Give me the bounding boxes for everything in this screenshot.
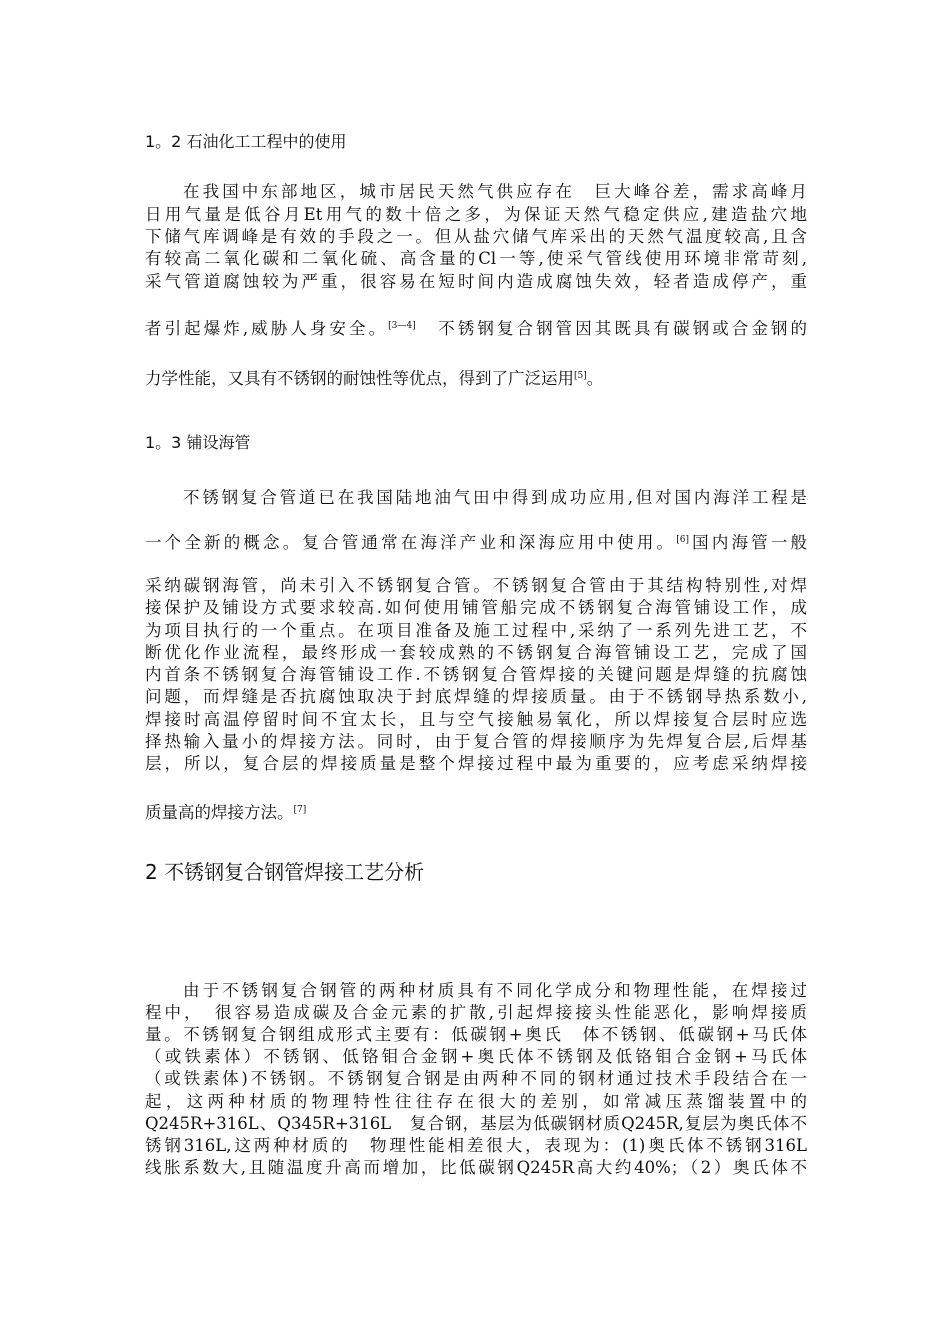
- paragraph-line: 程中， 很容易造成碳及合金元素的扩散,引起焊接接头性能恶化，影响焊接质: [145, 1003, 807, 1022]
- paragraph-line: 接保护及铺设方式要求较高.如何使用铺管船完成不锈钢复合海管铺设工作，成: [145, 598, 807, 617]
- paragraph-line: 采气管道腐蚀较为严重，很容易在短时间内造成腐蚀失效，轻者造成停产，重: [145, 272, 807, 291]
- paragraph-line: 有较高二氧化碳和二氧化硫、高含量的Cl一等,使采气管线使用环境非常苛刻,: [145, 249, 807, 268]
- paragraph-line: [145, 319, 807, 339]
- paragraph-line: （或铁素体）不锈钢、低铬钼合金钢+奥氏体不锈钢及低铬钼合金钢+马氏体: [145, 1047, 807, 1066]
- paragraph-line: [145, 533, 807, 553]
- section-heading-1-2: 1。2 石油化工工程中的使用: [145, 132, 347, 151]
- paragraph-line: 由于不锈钢复合钢管的两种材质具有不同化学成分和物理性能，在焊接过: [183, 981, 807, 1000]
- paragraph-line: 择热输入量小的焊接方法。同时，由于复合管的焊接顺序为先焊复合层,后焊基: [145, 732, 807, 751]
- paragraph-line: 为项目执行的一个重点。在项目准备及施工过程中,采纳了一系列先进工艺，不: [145, 621, 807, 640]
- paragraph-line: 内首条不锈钢复合海管铺设工作.不锈钢复合管焊接的关键问题是焊缝的抗腐蚀: [145, 665, 807, 684]
- paragraph-line: 下储气库调峰是有效的手段之一。但从盐穴储气库采出的天然气温度较高,且含: [145, 227, 807, 246]
- paragraph-line: 焊接时高温停留时间不宜太长，且与空气接触易氧化，所以焊接复合层时应选: [145, 710, 807, 729]
- paragraph-line: 采纳碳钢海管，尚未引入不锈钢复合管。不锈钢复合管由于其结构特别性,对焊: [145, 576, 807, 595]
- text-run: 国内海管一般: [688, 533, 808, 552]
- paragraph-line: [145, 369, 807, 389]
- paragraph-line: Q245R+316L、Q345R+316L 复合钢，基层为低碳钢材质Q245R,复层为奥氏体不: [145, 1114, 807, 1133]
- citation-ref: [5]: [574, 371, 587, 381]
- paragraph-line: 断优化作业流程，最终形成一套较成熟的不锈钢复合海管铺设工艺，完成了国: [145, 643, 807, 662]
- text-run: 质量高的焊接方法。: [145, 803, 294, 822]
- paragraph-line: 起，这两种材质的物理特性往往存在很大的差别，如常减压蒸馏装置中的: [145, 1092, 807, 1111]
- paragraph-line: 锈钢316L,这两种材质的 物理性能相差很大，表现为：(1)奥氏体不锈钢316L: [145, 1136, 807, 1155]
- text-run: 。: [586, 369, 604, 388]
- paragraph-line: 问题，而焊缝是否抗腐蚀取决于封底焊缝的焊接质量。由于不锈钢导热系数小,: [145, 687, 807, 706]
- text-run: 不锈钢复合钢管因其既具有碳钢或合金钢的: [415, 319, 807, 338]
- paragraph-line: 不锈钢复合管道已在我国陆地油气田中得到成功应用,但对国内海洋工程是: [183, 488, 807, 507]
- paragraph-line: [145, 803, 807, 823]
- citation-ref: [3—4]: [388, 321, 416, 331]
- paragraph-line: 在我国中东部地区，城市居民天然气供应存在 巨大峰谷差，需求高峰月: [183, 182, 807, 201]
- section-heading-1-3: 1。3 铺设海管: [145, 433, 251, 452]
- paragraph-line: 日用气量是低谷月Et用气的数十倍之多，为保证天然气稳定供应,建造盐穴地: [145, 205, 807, 224]
- paragraph-line: （或铁素体)不锈钢。不锈钢复合钢是由两种不同的钢材通过技术手段结合在一: [145, 1069, 807, 1088]
- paragraph-line: 层，所以，复合层的焊接质量是整个焊接过程中最为重要的，应考虑采纳焊接: [145, 754, 807, 773]
- text-run: 一个全新的概念。复合管通常在海洋产业和深海应用中使用。: [145, 533, 677, 552]
- text-run: 者引起爆炸,威胁人身安全。: [145, 319, 389, 338]
- citation-ref: [6]: [676, 535, 689, 545]
- section-heading-2: 2 不锈钢复合钢管焊接工艺分析: [145, 860, 425, 884]
- text-run: 力学性能，又具有不锈钢的耐蚀性等优点，得到了广泛运用: [145, 369, 574, 388]
- citation-ref: [7]: [293, 805, 307, 815]
- paragraph-line: 线胀系数大,且随温度升高而增加，比低碳钢Q245R高大约40%；（2）奥氏体不: [145, 1158, 807, 1177]
- paragraph-line: 量。不锈钢复合钢组成形式主要有：低碳钢+奥氏 体不锈钢、低碳钢+马氏体: [145, 1025, 807, 1044]
